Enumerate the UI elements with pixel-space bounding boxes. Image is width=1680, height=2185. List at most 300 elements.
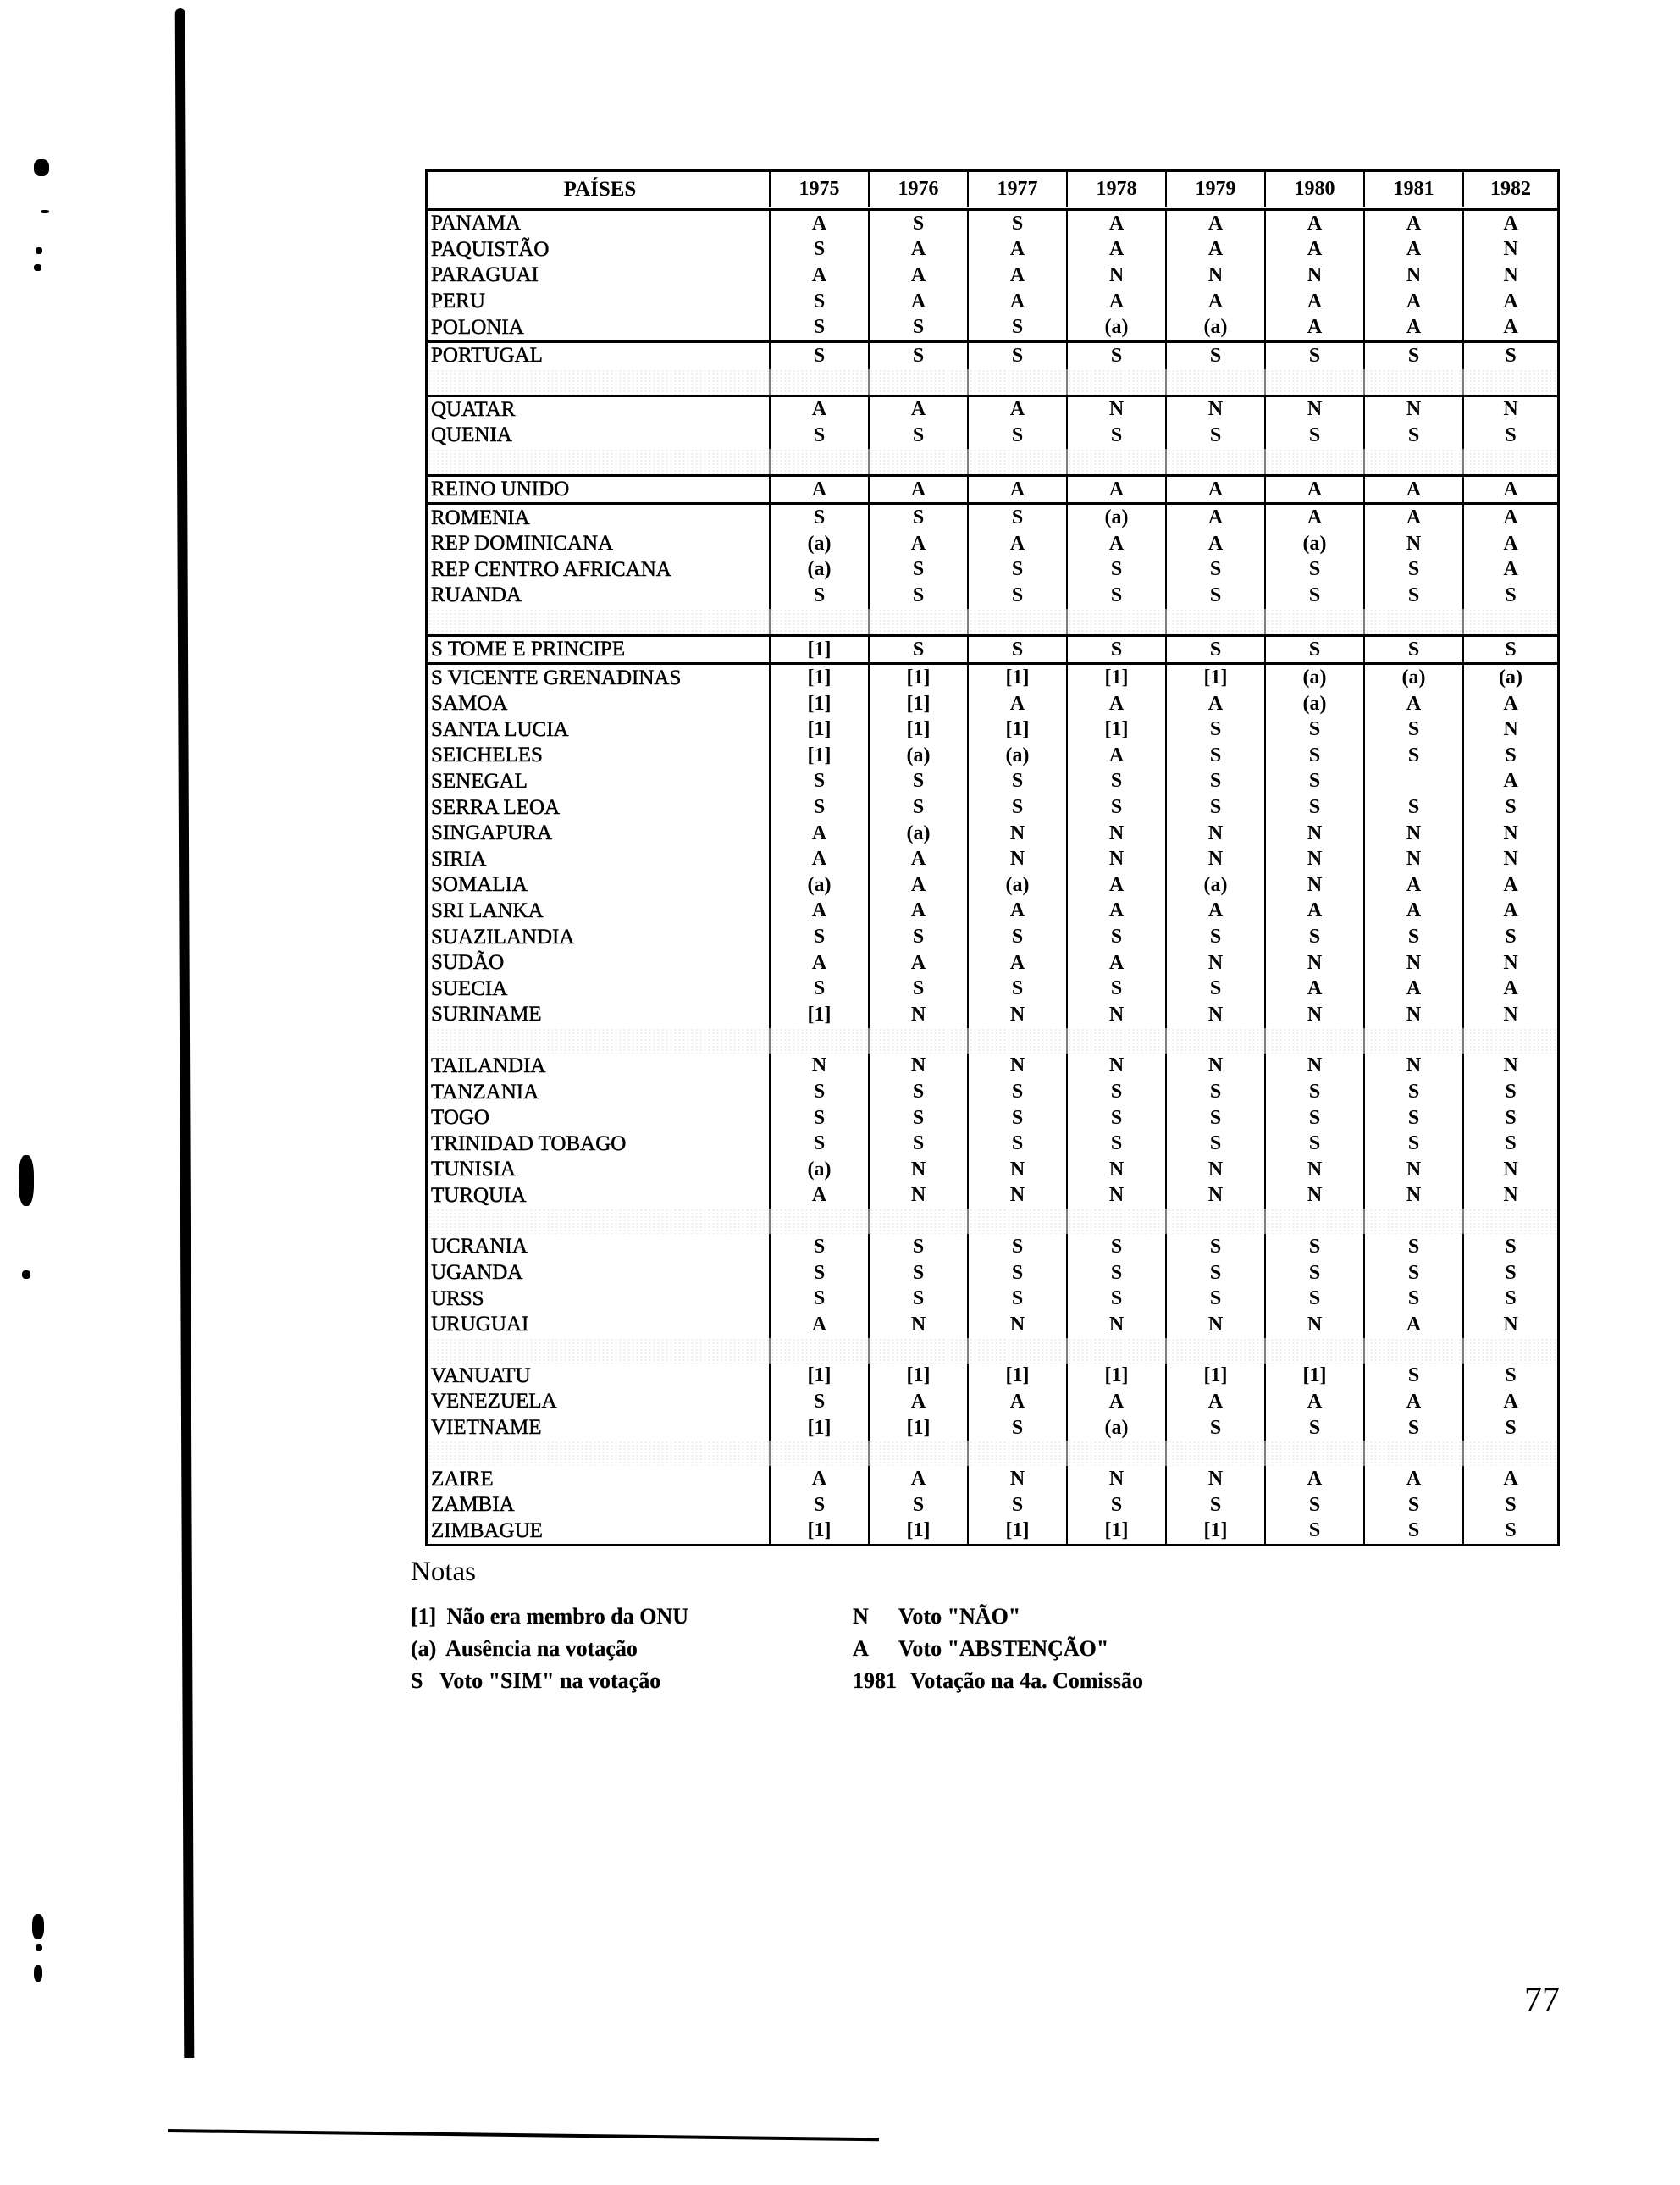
country-name: SRI LANKA [431,899,544,922]
vote-cell: [1] [769,665,868,691]
vote-cell: S [1165,423,1264,449]
vote-cell: S [1066,1105,1165,1131]
vote-cell: A [1462,314,1557,340]
table-row [428,1286,1557,1312]
vote-cell: (a) [967,872,1066,899]
note-symbol: S [411,1668,423,1693]
vote-cell: N [967,1002,1066,1028]
vote-cell: S [1264,1079,1363,1105]
vote-cell: S [967,794,1066,821]
vote-cell: (a) [769,557,868,584]
vote-cell: [1] [868,665,967,691]
country-name: POLONIA [431,315,524,339]
vote-cell: [1] [967,717,1066,744]
vote-cell: N [967,1183,1066,1209]
vote-cell: N [1462,821,1557,847]
country-name: ROMENIA [431,506,530,529]
vote-cell: S [1363,1518,1462,1545]
spacer-cell [1066,1338,1165,1364]
vote-cell: N [967,1312,1066,1338]
column-header-year: 1977 [967,172,1066,207]
spacer-cell [1462,1441,1557,1466]
vote-cell: [1] [868,1518,967,1545]
vote-cell: N [1462,1157,1557,1183]
table-row [428,1518,1557,1545]
vote-cell: S [1363,343,1462,369]
spacer-cell [868,1441,967,1466]
vote-cell: S [1066,1260,1165,1286]
vote-cell: S [769,924,868,950]
vote-cell: S [967,1131,1066,1157]
vote-cell: S [1165,1286,1264,1312]
note-symbol: N [853,1604,869,1629]
vote-cell: A [967,263,1066,289]
vote-cell: S [868,583,967,609]
vote-cell: N [967,846,1066,872]
scan-speck [19,1155,34,1206]
country-name: S TOME E PRINCIPE [431,638,625,661]
spacer-cell [1066,1209,1165,1234]
vote-cell: N [1066,1312,1165,1338]
table-row [428,794,1557,821]
vote-cell: A [868,950,967,976]
vote-cell: S [868,1286,967,1312]
vote-cell: A [967,397,1066,423]
table-row [428,1415,1557,1441]
note-item [853,1636,1108,1662]
spacer-cell [967,449,1066,474]
table-row [428,1131,1557,1157]
table-row [428,211,1557,237]
column-header-year: 1975 [769,172,868,207]
vote-cell: A [769,397,868,423]
table-spacer-row [428,1028,1557,1054]
country-name: S VICENTE GRENADINAS [431,666,682,689]
spacer-cell [1066,1028,1165,1054]
vote-cell: [1] [1264,1364,1363,1390]
country-name: PAQUISTÃO [431,237,550,261]
country-name: SOMALIA [431,873,528,897]
vote-cell: S [967,1079,1066,1105]
vote-cell: A [868,263,967,289]
vote-cell: N [868,1312,967,1338]
spacer-cell [1165,609,1264,634]
vote-cell: [1] [769,1002,868,1028]
table-row [428,821,1557,847]
spacer-cell [1462,1028,1557,1054]
spacer-cell [1165,449,1264,474]
vote-cell: A [1165,1389,1264,1415]
vote-cell: A [868,872,967,899]
vote-cell: (a) [1066,314,1165,340]
vote-cell: A [769,1312,868,1338]
country-name: SUDÃO [431,951,505,975]
vote-cell: S [967,1286,1066,1312]
vote-cell: S [868,924,967,950]
table-row [428,846,1557,872]
table-row [428,340,1557,369]
vote-cell: S [1165,1260,1264,1286]
vote-cell: S [1363,1131,1462,1157]
vote-cell: N [1066,397,1165,423]
vote-cell: A [1165,237,1264,263]
vote-cell: S [967,769,1066,795]
table-row [428,1389,1557,1415]
vote-cell: N [1165,950,1264,976]
note-symbol: 1981 [853,1668,897,1693]
vote-cell: S [1264,1131,1363,1157]
vote-cell: S [967,1260,1066,1286]
vote-cell: S [967,211,1066,237]
vote-cell: S [967,976,1066,1002]
country-name: SINGAPURA [431,821,553,845]
vote-cell: S [769,1492,868,1518]
vote-cell: S [1264,1260,1363,1286]
vote-cell: N [1462,1054,1557,1080]
vote-cell: S [1363,1492,1462,1518]
vote-cell: S [1363,1260,1462,1286]
spacer-cell [1066,369,1165,395]
scan-speck [32,1914,44,1939]
vote-cell: N [967,1466,1066,1492]
vote-cell: [1] [1066,717,1165,744]
spacer-cell [868,1028,967,1054]
vote-cell: S [1363,637,1462,663]
vote-cell: A [868,289,967,315]
note-text: Voto "SIM" na votação [439,1668,661,1693]
vote-cell: A [1363,289,1462,315]
vote-cell: S [868,1105,967,1131]
vote-cell: S [868,557,967,584]
country-name: TAILANDIA [431,1054,546,1077]
country-name: URUGUAI [431,1313,529,1336]
country-name: SURINAME [431,1003,542,1026]
vote-cell: N [1264,821,1363,847]
note-text: Voto "NÃO" [898,1604,1021,1629]
vote-cell: A [1462,976,1557,1002]
vote-cell: S [967,924,1066,950]
note-text: Voto "ABSTENÇÃO" [898,1636,1109,1661]
vote-cell: S [967,637,1066,663]
vote-cell: A [1462,211,1557,237]
spacer-cell [967,1441,1066,1466]
vote-cell: N [1165,1002,1264,1028]
vote-cell: N [1165,1183,1264,1209]
vote-cell: S [1462,423,1557,449]
vote-cell: N [1363,950,1462,976]
vote-cell: [1] [1165,1518,1264,1545]
vote-cell: A [1462,691,1557,717]
vote-cell: S [1264,794,1363,821]
vote-cell: A [1264,976,1363,1002]
country-name: SEICHELES [431,744,543,767]
vote-cell: S [1462,637,1557,663]
note-text: Votação na 4a. Comissão [910,1668,1143,1693]
vote-cell: S [1066,976,1165,1002]
vote-cell: S [868,1260,967,1286]
vote-cell: S [1066,557,1165,584]
vote-cell: S [1066,1286,1165,1312]
vote-cell: A [1363,1389,1462,1415]
table-row [428,691,1557,717]
vote-cell: [1] [868,691,967,717]
vote-cell: S [1264,1234,1363,1260]
vote-cell: (a) [1264,665,1363,691]
vote-cell: (a) [967,743,1066,769]
vote-cell: A [1066,237,1165,263]
vote-cell: S [769,505,868,531]
voting-table [425,169,1560,1546]
vote-cell: S [1264,769,1363,795]
vote-cell: A [967,237,1066,263]
vote-cell: S [868,769,967,795]
vote-cell: A [1264,289,1363,315]
table-spacer-row [428,609,1557,634]
scan-speck [36,247,42,254]
vote-cell: A [1165,531,1264,557]
vote-cell: A [1165,211,1264,237]
vote-cell: A [1264,899,1363,925]
vote-cell: S [1165,557,1264,584]
vote-cell: N [1066,263,1165,289]
vote-cell: A [769,821,868,847]
vote-cell: S [769,583,868,609]
vote-cell: S [1363,717,1462,744]
vote-cell: A [769,846,868,872]
vote-cell: S [1066,1234,1165,1260]
table-row [428,1466,1557,1492]
table-row [428,1105,1557,1131]
vote-cell: S [868,1234,967,1260]
country-name: SIRIA [431,847,487,871]
column-header-year: 1982 [1462,172,1557,207]
vote-cell: A [967,899,1066,925]
vote-cell: S [1264,557,1363,584]
column-header-year: 1980 [1264,172,1363,207]
vote-cell: N [1066,846,1165,872]
spacer-cell [967,1028,1066,1054]
vote-cell: S [1363,1234,1462,1260]
vote-cell: A [967,1389,1066,1415]
vote-cell: [1] [769,743,868,769]
spacer-cell [428,1209,769,1234]
vote-cell: N [1462,237,1557,263]
table-row [428,557,1557,584]
spacer-cell [769,369,868,395]
vote-cell: S [769,1389,868,1415]
vote-cell: [1] [967,665,1066,691]
vote-cell: S [769,1260,868,1286]
vote-cell: S [1363,794,1462,821]
vote-cell: N [1363,263,1462,289]
bottom-rule-line [168,2129,879,2141]
column-header-countries: PAÍSES [563,177,637,201]
vote-cell: [1] [769,637,868,663]
spacer-cell [1462,1338,1557,1364]
note-symbol: A [853,1636,869,1661]
vote-cell: N [1363,1183,1462,1209]
spacer-cell [1363,1209,1462,1234]
vote-cell: N [1165,1466,1264,1492]
vote-cell: S [1462,1364,1557,1390]
vote-cell: S [967,314,1066,340]
vote-cell: S [1066,769,1165,795]
vote-cell: S [967,505,1066,531]
note-item [411,1604,688,1629]
vote-cell: S [1264,1415,1363,1441]
spacer-cell [1264,449,1363,474]
vote-cell: S [1066,343,1165,369]
country-name: ZAMBIA [431,1493,515,1517]
vote-cell: [1] [1066,1518,1165,1545]
vote-cell: N [1363,531,1462,557]
note-symbol: (a) [411,1636,437,1661]
vote-cell: A [967,531,1066,557]
vote-cell: A [1363,872,1462,899]
vote-cell: N [1264,1054,1363,1080]
spacer-cell [1264,1441,1363,1466]
note-item [411,1636,638,1662]
vote-cell: S [1363,423,1462,449]
table-row [428,872,1557,899]
country-name: TUNISIA [431,1158,516,1181]
vote-cell: S [1165,343,1264,369]
vote-cell: A [1264,211,1363,237]
vote-cell: N [1462,1002,1557,1028]
vote-cell: N [868,1157,967,1183]
table-row [428,1260,1557,1286]
vote-cell: S [1165,1234,1264,1260]
table-row [428,662,1557,691]
vote-cell: A [868,899,967,925]
table-row [428,717,1557,744]
spacer-cell [1462,449,1557,474]
table-row [428,263,1557,289]
vote-cell: A [1363,314,1462,340]
country-name: REP DOMINICANA [431,532,614,556]
table-row [428,950,1557,976]
country-name: REINO UNIDO [431,478,570,501]
vote-cell: A [1462,899,1557,925]
vote-cell: S [769,1131,868,1157]
country-name: TURQUIA [431,1183,527,1207]
vote-cell: A [1066,531,1165,557]
country-name: URSS [431,1286,484,1310]
note-item [853,1668,1143,1694]
vote-cell: (a) [1165,872,1264,899]
notes-title: Notas [411,1557,476,1587]
country-name: VANUATU [431,1364,531,1387]
vote-cell: S [868,1131,967,1157]
vote-cell: N [1165,1157,1264,1183]
country-name: UCRANIA [431,1235,528,1258]
table-row [428,237,1557,263]
vote-cell: A [1066,899,1165,925]
spacer-cell [1363,1441,1462,1466]
country-name: QUATAR [431,397,516,421]
vote-cell: S [1264,743,1363,769]
table-row [428,1234,1557,1260]
vote-cell: S [1462,1492,1557,1518]
vote-cell: A [1363,691,1462,717]
vote-cell: S [967,1492,1066,1518]
vote-cell: N [1264,846,1363,872]
spacer-cell [1165,1338,1264,1364]
spacer-cell [868,609,967,634]
spacer-cell [428,1338,769,1364]
vote-cell: S [769,1234,868,1260]
vote-cell: S [868,976,967,1002]
scan-speck [34,159,49,176]
vote-cell: S [1363,1105,1462,1131]
column-header-year: 1976 [868,172,967,207]
vote-cell: A [1066,477,1165,503]
vote-cell: S [1165,1079,1264,1105]
vote-cell: S [769,976,868,1002]
vote-cell: S [1165,743,1264,769]
vote-cell: S [868,211,967,237]
spacer-cell [769,1209,868,1234]
table-row [428,395,1557,423]
spacer-cell [769,1441,868,1466]
vote-cell: [1] [1165,1364,1264,1390]
vote-cell: S [967,1105,1066,1131]
vote-cell: A [1462,505,1557,531]
table-row [428,1054,1557,1080]
spacer-cell [1462,1209,1557,1234]
country-name: PORTUGAL [431,344,543,368]
vote-cell: S [1462,1234,1557,1260]
note-text: Não era membro da ONU [446,1604,688,1629]
vote-cell: N [1066,1054,1165,1080]
spacer-cell [1165,1209,1264,1234]
vote-cell: S [769,237,868,263]
vote-cell: N [1165,1312,1264,1338]
vote-cell: S [1165,637,1264,663]
vote-cell: [1] [868,1364,967,1390]
table-row [428,423,1557,449]
spacer-cell [1066,449,1165,474]
vote-cell: S [967,423,1066,449]
vote-cell: S [769,423,868,449]
vote-cell: S [967,1415,1066,1441]
vote-cell: N [1363,821,1462,847]
vote-cell: S [1462,1260,1557,1286]
country-name: PERU [431,290,485,313]
vote-cell: S [769,769,868,795]
spacer-cell [428,1028,769,1054]
vote-cell: A [1363,899,1462,925]
vote-cell: N [1462,1312,1557,1338]
vote-cell: S [967,583,1066,609]
spacer-cell [1462,369,1557,395]
spacer-cell [967,1209,1066,1234]
spacer-cell [1264,1209,1363,1234]
vote-cell: (a) [1165,314,1264,340]
vote-cell: S [1066,794,1165,821]
country-name: TANZANIA [431,1080,539,1104]
vote-cell: N [1363,1002,1462,1028]
vote-cell: (a) [868,821,967,847]
vote-cell: S [1363,1364,1462,1390]
spacer-cell [428,449,769,474]
vote-cell: A [1165,505,1264,531]
column-header-year: 1981 [1363,172,1462,207]
vote-cell: [1] [967,1364,1066,1390]
vote-cell: N [1462,846,1557,872]
vote-cell: N [1066,821,1165,847]
vote-cell: A [769,1183,868,1209]
